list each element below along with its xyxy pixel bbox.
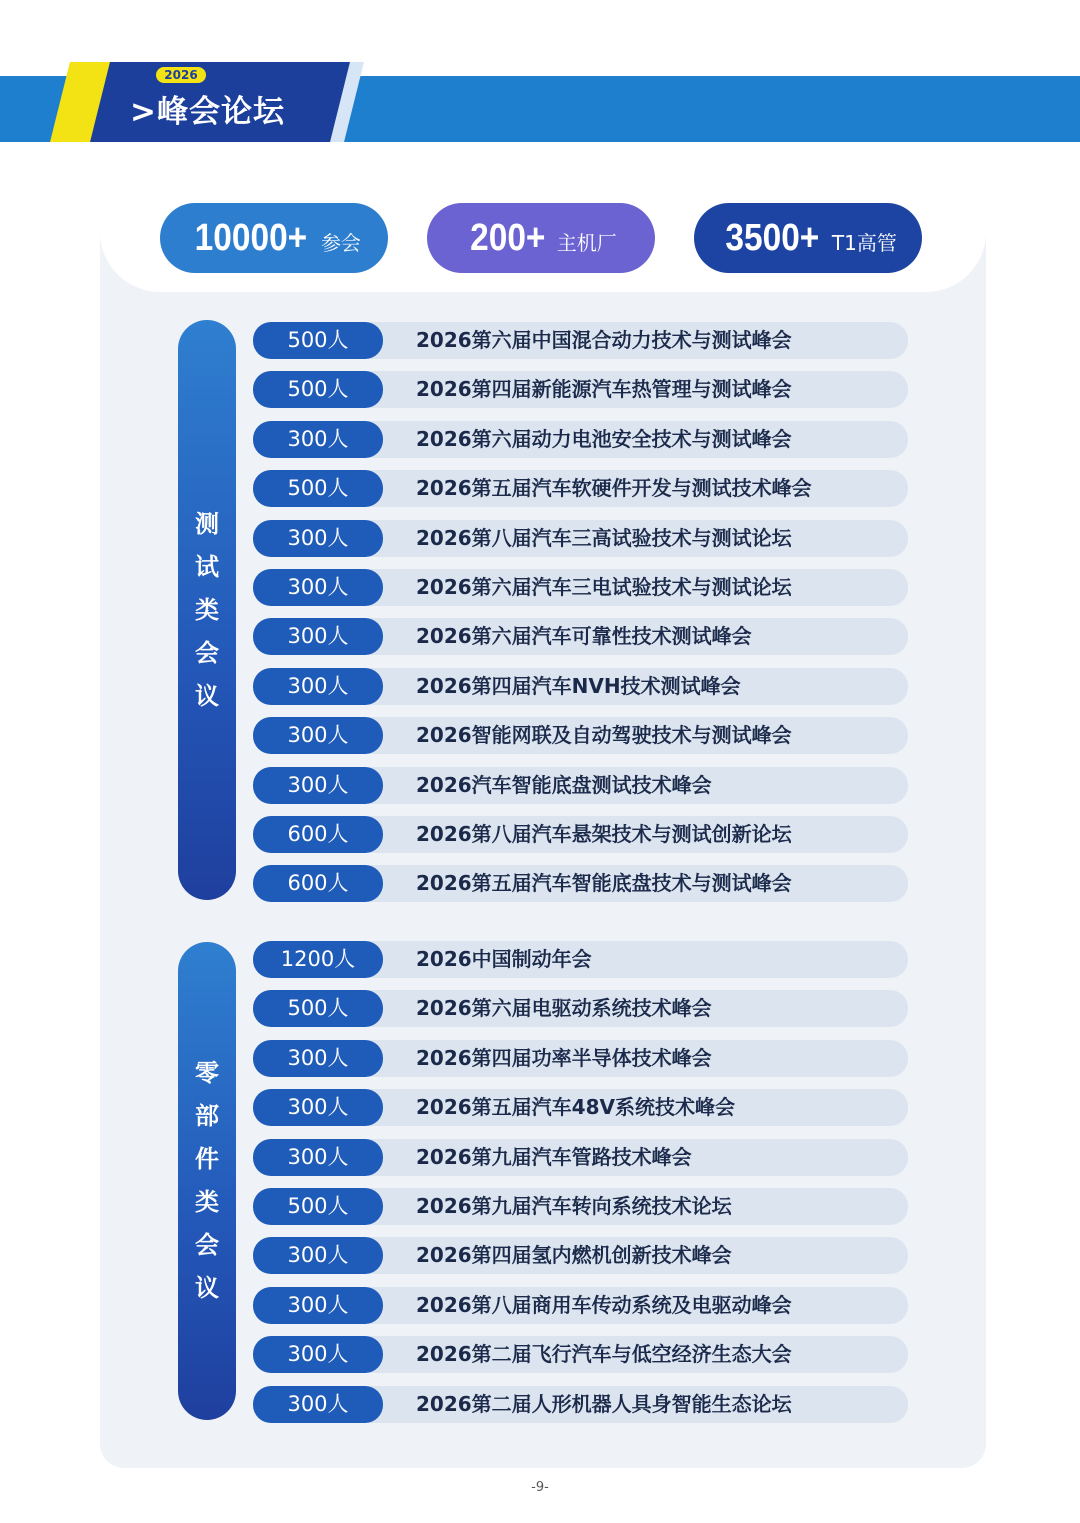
- attendance-badge: 500人: [253, 990, 383, 1027]
- conference-title: 2026第八届汽车悬架技术与测试创新论坛: [416, 822, 792, 846]
- conference-title: 2026第四届氢内燃机创新技术峰会: [416, 1243, 732, 1267]
- conference-row: [253, 1287, 908, 1324]
- conference-title: 2026第六届汽车三电试验技术与测试论坛: [416, 575, 792, 599]
- conference-title: 2026智能网联及自动驾驶技术与测试峰会: [416, 723, 792, 747]
- attendance-badge: 500人: [253, 371, 383, 408]
- conference-row: [253, 717, 908, 754]
- conference-row: [253, 371, 908, 408]
- conference-title: 2026第五届汽车软硬件开发与测试技术峰会: [416, 476, 812, 500]
- conference-row: [253, 520, 908, 557]
- stat-t1-executives: [694, 203, 922, 273]
- attendance-badge: 500人: [253, 322, 383, 359]
- category-label-components: [178, 942, 236, 1420]
- conference-row: [253, 1089, 908, 1126]
- conference-row: [253, 767, 908, 804]
- conference-row: [253, 1386, 908, 1423]
- conference-title: 2026第六届动力电池安全技术与测试峰会: [416, 427, 792, 451]
- stat-number: 3500+: [725, 217, 820, 259]
- page-title: >峰会论坛: [130, 94, 285, 130]
- attendance-badge: 300人: [253, 1287, 383, 1324]
- attendance-badge: 500人: [253, 470, 383, 507]
- attendance-badge: 300人: [253, 1386, 383, 1423]
- attendance-badge: 300人: [253, 421, 383, 458]
- stat-number: 200+: [470, 217, 546, 259]
- conference-title: 2026第九届汽车管路技术峰会: [416, 1145, 692, 1169]
- year-badge: 2026: [156, 67, 206, 83]
- conference-title: 2026第五届汽车智能底盘技术与测试峰会: [416, 871, 792, 895]
- conference-row: [253, 1336, 908, 1373]
- attendance-badge: 500人: [253, 1188, 383, 1225]
- conference-title: 2026第八届商用车传动系统及电驱动峰会: [416, 1293, 792, 1317]
- conference-title: 2026第四届汽车NVH技术测试峰会: [416, 674, 741, 698]
- conference-row: [253, 322, 908, 359]
- page-number: -9-: [531, 1480, 549, 1495]
- attendance-badge: 300人: [253, 618, 383, 655]
- conference-title: 2026第四届新能源汽车热管理与测试峰会: [416, 377, 792, 401]
- attendance-badge: 300人: [253, 717, 383, 754]
- conference-title: 2026第二届飞行汽车与低空经济生态大会: [416, 1342, 792, 1366]
- stat-label: 主机厂: [556, 231, 617, 255]
- category-label-text: 测试类会议: [195, 509, 219, 710]
- attendance-badge: 300人: [253, 520, 383, 557]
- stat-label: 参会: [320, 231, 361, 255]
- conference-row: [253, 470, 908, 507]
- stat-number: 10000+: [194, 217, 308, 259]
- stat-label: T1高管: [831, 231, 897, 255]
- conference-row: [253, 865, 908, 902]
- stat-oems: [427, 203, 655, 273]
- conference-title: 2026第五届汽车48V系统技术峰会: [416, 1095, 735, 1119]
- attendance-badge: 300人: [253, 1089, 383, 1126]
- conference-title: 2026第九届汽车转向系统技术论坛: [416, 1194, 732, 1218]
- attendance-badge: 300人: [253, 668, 383, 705]
- conference-title: 2026第六届电驱动系统技术峰会: [416, 996, 712, 1020]
- category-label-text: 零部件类会议: [195, 1059, 219, 1302]
- stat-attendees: [160, 203, 388, 273]
- category-label-testing: [178, 320, 236, 900]
- attendance-badge: 600人: [253, 816, 383, 853]
- conference-title: 2026第四届功率半导体技术峰会: [416, 1046, 712, 1070]
- attendance-badge: 1200人: [253, 941, 383, 978]
- conference-row: [253, 990, 908, 1027]
- conference-row: [253, 421, 908, 458]
- attendance-badge: 300人: [253, 1237, 383, 1274]
- conference-row: [253, 569, 908, 606]
- conference-row: [253, 941, 908, 978]
- conference-row: [253, 1139, 908, 1176]
- conference-title: 2026中国制动年会: [416, 947, 592, 971]
- conference-title: 2026汽车智能底盘测试技术峰会: [416, 773, 712, 797]
- conference-row: [253, 1188, 908, 1225]
- conference-title: 2026第六届中国混合动力技术与测试峰会: [416, 328, 792, 352]
- attendance-badge: 300人: [253, 767, 383, 804]
- attendance-badge: 300人: [253, 1040, 383, 1077]
- conference-title: 2026第六届汽车可靠性技术测试峰会: [416, 624, 752, 648]
- attendance-badge: 600人: [253, 865, 383, 902]
- conference-row: [253, 668, 908, 705]
- conference-row: [253, 618, 908, 655]
- conference-title: 2026第二届人形机器人具身智能生态论坛: [416, 1392, 792, 1416]
- attendance-badge: 300人: [253, 569, 383, 606]
- conference-row: [253, 1237, 908, 1274]
- conference-row: [253, 816, 908, 853]
- attendance-badge: 300人: [253, 1336, 383, 1373]
- conference-title: 2026第八届汽车三高试验技术与测试论坛: [416, 526, 792, 550]
- attendance-badge: 300人: [253, 1139, 383, 1176]
- conference-row: [253, 1040, 908, 1077]
